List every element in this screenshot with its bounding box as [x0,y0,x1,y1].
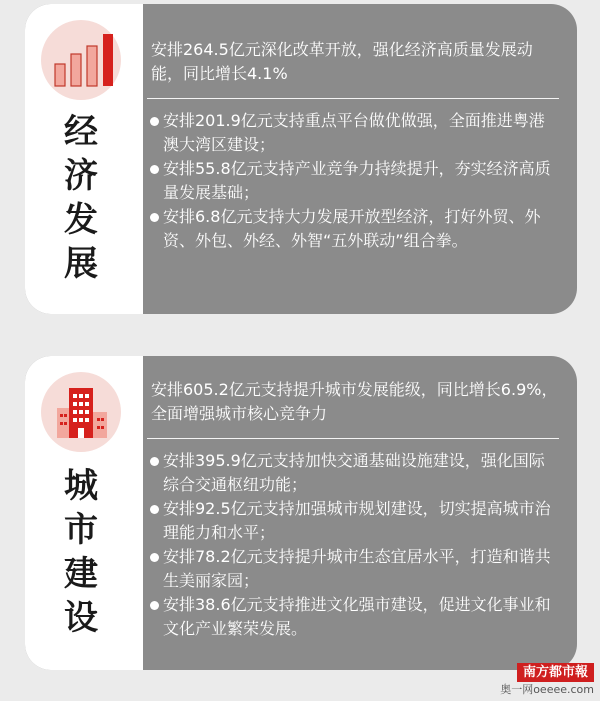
card-side-column [25,4,143,314]
card-content [143,38,559,253]
buildings-icon [41,372,121,452]
title-char: 经 [64,112,98,152]
title-char: 济 [64,156,98,196]
bullet-list [143,109,559,253]
bullet-item: 安排6.8亿元支持大力发展开放型经济，打好外贸、外资、外包、外经、外智“五外联动”组合拳。 [147,205,559,253]
economic-development-card [25,4,577,314]
card-content [143,378,559,641]
summary-text: 安排605.2亿元支持提升城市发展能级，同比增长6.9%，全面增强城市核心竞争力 [151,380,558,423]
bullet-item: 安排38.6亿元支持推进文化强市建设，促进文化事业和文化产业繁荣发展。 [147,593,559,641]
divider [147,98,559,99]
title-char: 发 [64,200,98,240]
card-side-column [25,356,143,670]
watermark-brand: 南方都市報 [517,663,594,682]
divider [147,438,559,439]
title-char: 展 [64,244,98,284]
watermark [500,661,594,697]
title-char: 城 [64,466,98,506]
summary-text: 安排264.5亿元深化改革开放，强化经济高质量发展动能，同比增长4.1% [151,40,533,83]
watermark-site: 奥一网oeeee.com [500,683,594,696]
urban-construction-card [25,356,577,670]
section-title-vertical [57,464,105,640]
bullet-item: 安排395.9亿元支持加快交通基础设施建设，强化国际综合交通枢纽功能； [147,449,559,497]
title-char: 市 [64,510,98,550]
bullet-list [143,449,559,641]
bar-chart-icon [41,20,121,100]
title-char: 设 [64,598,98,638]
bullet-item: 安排55.8亿元支持产业竞争力持续提升，夯实经济高质量发展基础； [147,157,559,205]
title-char: 建 [64,554,98,594]
bullet-item: 安排78.2亿元支持提升城市生态宜居水平，打造和谐共生美丽家园； [147,545,559,593]
bullet-item: 安排92.5亿元支持加强城市规划建设，切实提高城市治理能力和水平； [147,497,559,545]
bullet-item: 安排201.9亿元支持重点平台做优做强，全面推进粤港澳大湾区建设； [147,109,559,157]
section-title-vertical [57,110,105,286]
